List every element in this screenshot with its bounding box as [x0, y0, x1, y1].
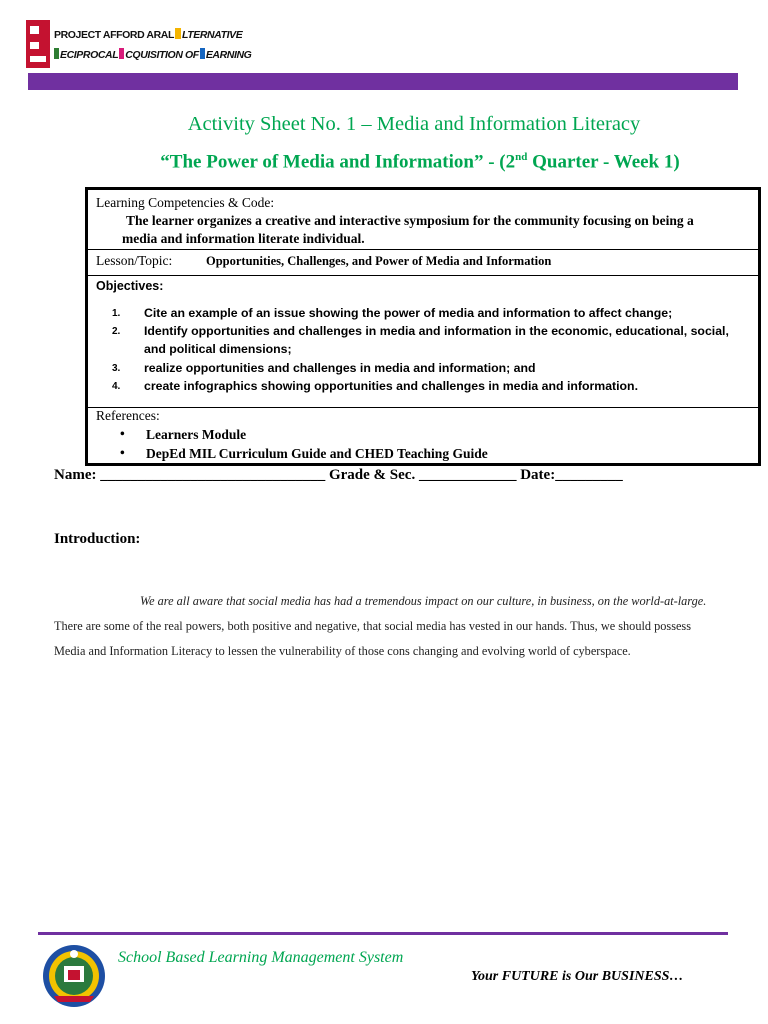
logo-line1: PROJECT AFFORD ARAL — [54, 29, 174, 41]
references-label: References: — [96, 408, 160, 423]
logo-yellow-block — [175, 28, 181, 39]
bullet-icon: • — [120, 426, 125, 441]
school-seal-logo — [40, 940, 108, 1012]
footer-divider-line — [38, 932, 728, 935]
school-seal-icon — [40, 940, 108, 1012]
lesson-row — [88, 250, 758, 276]
footer-system-name: School Based Learning Management System — [118, 949, 404, 966]
competencies-row — [88, 190, 758, 250]
competencies-label: Learning Competencies & Code: — [96, 195, 275, 210]
references-row: References: • Learners Module • DepEd MIL Curriculum Guide and CHED Teaching Guide — [96, 408, 488, 461]
logo-mark-icon — [26, 14, 52, 72]
logo-blue-block — [200, 48, 205, 59]
objectives-row: Objectives: 1. Cite an example of an issue showing the power of media and information to affect change; 2. Identify opportunities and challenges in media and information in the economic, educational, social, and political dimensions; 3. realize opportunities and challenges in media and information; and 4. create infographics showing opportunities and challenges in media and information. — [88, 276, 758, 408]
objectives-label: Objectives: — [96, 279, 164, 293]
header-divider-bar — [28, 73, 738, 90]
logo-line2a: ECIPROCAL — [60, 49, 119, 61]
introduction-heading: Introduction: — [54, 531, 141, 547]
lesson-text: Opportunities, Challenges, and Power of Media and Information — [206, 254, 552, 268]
bullet-icon: • — [120, 445, 125, 460]
logo-magenta-block — [119, 48, 124, 59]
project-logo — [26, 14, 252, 72]
logo-line2c: EARNING — [205, 49, 252, 61]
student-info-line: Name: ______________________________ Grade & Sec. _____________ Date:_________ — [54, 467, 623, 483]
footer-tagline: Your FUTURE is Our BUSINESS… — [471, 969, 684, 984]
competency-box — [85, 187, 761, 466]
logo-green-block — [54, 48, 59, 59]
logo-line2b: CQUISITION OF — [125, 49, 199, 61]
introduction-paragraph: We are all aware that social media has had a tremendous impact on our culture, in business, on the world-at-large. There are some of the real powers, both positive and negative, that social media has vested in our hands. Thus, we should possess Media and Information Literacy to lessen the vulnerability of those cons changing and evolving world of cyberspace. — [54, 594, 707, 658]
page-title: Activity Sheet No. 1 – Media and Information Literacy — [187, 113, 641, 135]
logo-line1-tail: LTERNATIVE — [181, 29, 243, 41]
page-subtitle: “The Power of Media and Information” - (2nd Quarter - Week 1) — [160, 151, 680, 173]
competencies-text: The learner organizes a creative and interactive symposium for the community focusing on being a media and information literate individual. — [122, 213, 694, 246]
lesson-label: Lesson/Topic: — [96, 253, 173, 268]
